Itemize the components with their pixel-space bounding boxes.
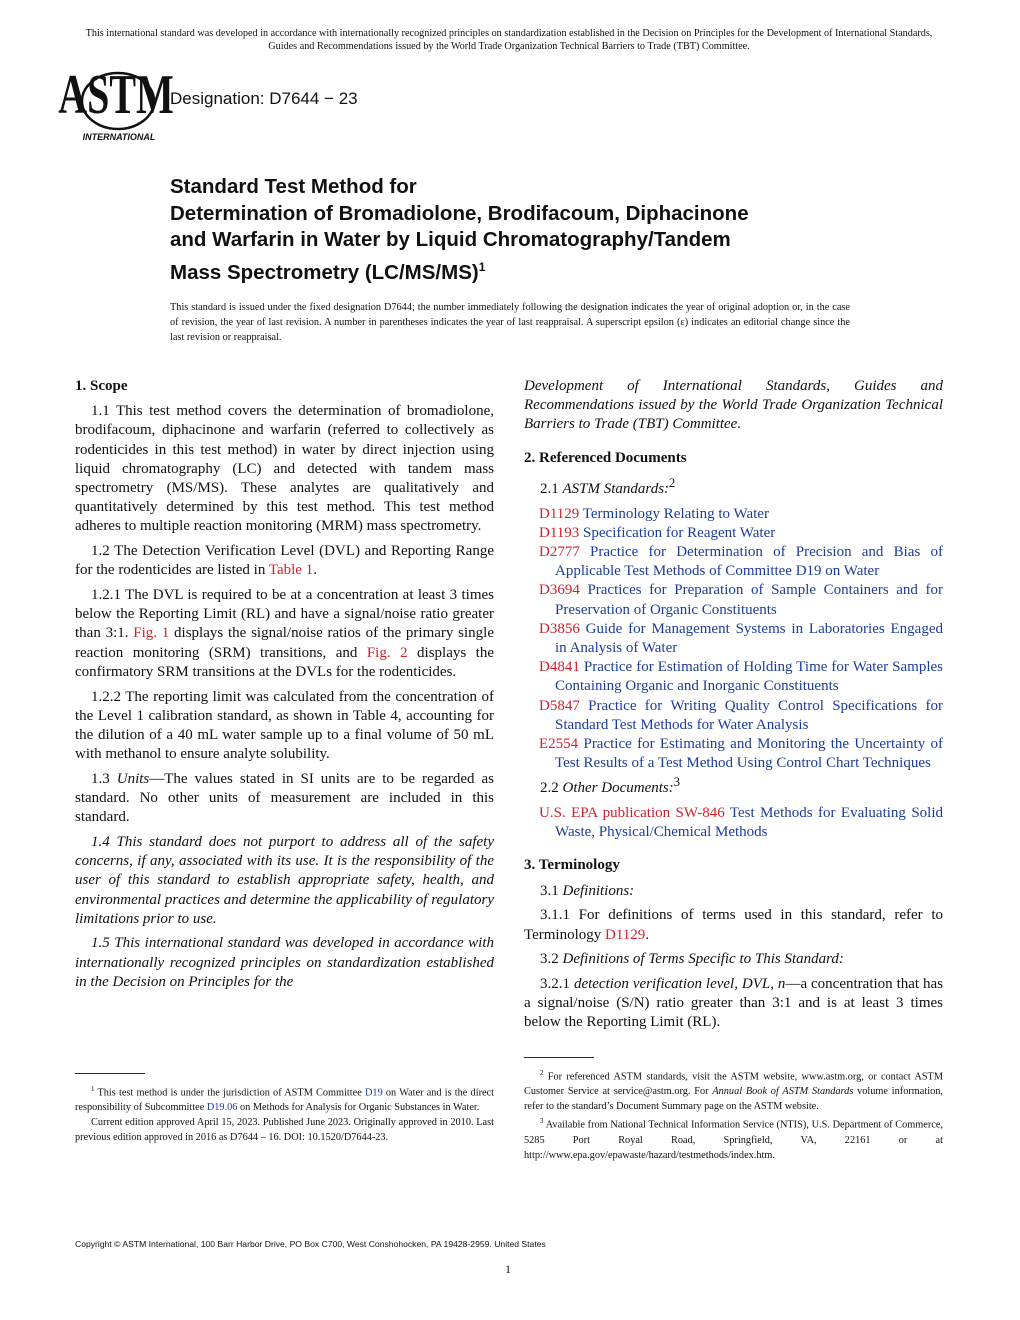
reference-item [524,505,943,524]
text-span: Annual Book of ASTM Standards [712,1086,854,1098]
reference-item [524,804,943,842]
reference-link[interactable]: Fig. 2 [366,644,408,661]
reference-link[interactable]: D3694 [539,582,580,599]
section-heading [524,449,943,468]
paragraph [524,882,943,901]
paragraph [75,402,494,536]
text-span: 3. Terminology [524,857,620,874]
reference-link[interactable]: Practice for Estimation of Holding Time for Water Samples Containing Organic and Inorganic Constituents [555,659,943,695]
text-span: 1.1 This test method covers the determination of bromadiolone, brodifacoum, diphacinone and warfarin (referred to collectively as rodenticides in this test method) in water by direct injection using liquid chromatography (LC) and detected with tandem mass spectrometry (MS/MS). These analytes are qualitatively and quantitatively determined by this test method. This test method adheres to multiple reaction monitoring (MRM) mass spectrometry. [75,403,494,535]
footnote-ref[interactable]: 1 [478,259,486,274]
text-span: ASTM Standards: [562,480,670,497]
reference-item [524,735,943,773]
footnote [75,1115,494,1145]
text-span: 3.2 [540,951,563,968]
reference-link[interactable]: U.S. EPA publication SW-846 [539,805,725,822]
footnote-divider [75,1073,145,1074]
text-span: . [645,926,650,943]
reference-item [524,658,943,696]
wto-notice: This international standard was developed in accordance with internationally recognized principles on standardization established in the Decision on Principles for the Development of International Standards, Guides and Recommendations issued by the World Trade Organization Technical Barriers to Trade (TBT) Committee. [85,28,933,52]
reference-link[interactable]: Practice for Estimating and Monitoring the Uncertainty of Test Results of a Test Method Using Control Chart Techniques [555,735,943,772]
reference-item [524,581,943,619]
text-span: 1.2.1 The DVL is required to be at a concentration at least 3 times below the Reporting Limit (RL) and have a signal/noise ratio greater than 3:1. [75,587,494,642]
paragraph [524,950,943,969]
issuance-note: This standard is issued under the fixed designation D7644; the number immediately following the designation indicates the year of original adoption or, in the case of revision, the year of last revision. A number in parentheses indicates the year of last reappraisal. A superscript epsilon (ε) indicates an editorial change since the last revision or reappraisal. [170,302,850,343]
footnote-marker: 3 [540,1117,544,1126]
copyright: Copyright © ASTM International, 100 Barr Harbor Drive, PO Box C700, West Conshohocken, PA 19428-2959. United States [75,1239,546,1249]
footnote [524,1066,943,1114]
text-span: 2. Referenced Documents [524,449,687,466]
reference-item [524,620,943,658]
title-line: and Warfarin in Water by Liquid Chromatography/Tandem [170,228,731,251]
text-span: Units [116,770,150,787]
text-span: 3.2.1 [540,975,574,992]
text-span: Definitions: [562,882,635,899]
footnote-marker: 3 [673,775,680,790]
paragraph [524,975,943,1033]
document-title [170,174,870,286]
reference-link[interactable]: D1129 [605,926,646,943]
reference-link[interactable]: Test Methods for Evaluating Solid Waste, Physical/Chemical Methods [555,805,943,841]
text-span: 1.2.2 The reporting limit was calculated from the concentration of the Level 1 calibration standard, as shown in Table 4, accounting for the dilution of a 40 mL water sample up to a final volume of 50 mL with methanol to ensure analyte solubility. [75,688,494,763]
text-span: 1.3 [91,770,117,787]
reference-link[interactable]: D3856 [539,620,580,637]
footnote [524,1114,943,1162]
text-span: on Methods for Analysis for Organic Substances in Water. [237,1102,480,1114]
reference-item [524,543,943,581]
text-span: displays the signal/noise ratios of the primary single reaction monitoring (SRM) transitions, and [75,625,494,661]
text-span: on Water and is the direct responsibility of Subcommittee [75,1087,494,1114]
text-span: Other Documents: [562,780,674,797]
text-span: For referenced ASTM standards, visit the ASTM website, www.astm.org, or contact ASTM Customer Service at service@astm.org. For [524,1071,943,1098]
footnote-marker: 2 [669,475,676,490]
title-line: Mass Spectrometry (LC/MS/MS) [170,260,479,284]
reference-link[interactable]: D4841 [539,659,580,676]
text-span: displays the confirmatory SRM transitions at the DVLs for the rodenticides. [75,644,494,680]
text-span: volume information, refer to the standard’s Document Summary page on the ASTM website. [524,1086,943,1113]
reference-link[interactable]: Specification for Reagent Water [579,524,776,541]
paragraph [75,833,494,929]
footnote [75,1082,494,1115]
paragraph [75,586,494,682]
reference-link[interactable]: D1129 [539,505,580,522]
reference-link[interactable]: E2554 [539,735,579,752]
text-span: 1.2 The Detection Verification Level (DVL) and Reporting Range for the rodenticides are listed in [75,543,494,579]
footnote-marker: 2 [540,1069,544,1077]
title-line: Standard Test Method for [170,175,417,198]
reference-link[interactable]: Table 1 [268,562,314,579]
paragraph [75,770,494,828]
text-span: detection verification level, DVL, n [573,975,786,992]
text-span: 1.4 This standard does not purport to address all of the safety concerns, if any, associated with its use. It is the responsibility of the user of this standard to establish appropriate safety, health, and environmental practices and determine the applicability of regulatory limitations prior to use. [75,833,494,927]
paragraph [524,377,943,435]
reference-item [524,697,943,735]
reference-link[interactable]: Terminology Relating to Water [579,505,769,522]
right-column [524,377,943,1038]
reference-link[interactable]: D19 [364,1087,383,1099]
reference-link[interactable]: D2777 [539,543,580,560]
reference-link[interactable]: Fig. 1 [133,625,170,642]
paragraph [524,474,943,499]
text-span: 1. Scope [75,378,128,394]
paragraph [75,688,494,765]
designation: Designation: D7644 − 23 [170,89,358,108]
paragraph [75,542,494,580]
text-span: . [313,562,317,579]
text-span: Definitions of Terms Specific to This Standard: [562,951,844,968]
reference-item [524,524,943,543]
footnote-divider [524,1057,594,1058]
footnotes-right [524,1066,943,1163]
paragraph [75,934,494,992]
text-span: —The values stated in SI units are to be regarded as standard. No other units of measurement are included in this standard. [75,770,494,826]
reference-link[interactable]: D5847 [539,697,580,714]
text-span: Available from National Technical Information Service (NTIS), U.S. Department of Commerce, 5285 Port Royal Road, Springfield, VA, 22161 or at http://www.epa.gov/epawaste/hazard/testmethods/index.htm. [524,1119,943,1161]
text-span: 1.5 This international standard was developed in accordance with internationally recognized principles on standardization established in the Decision on Principles for the [75,935,494,990]
section-heading [75,377,494,396]
reference-link[interactable]: Guide for Management Systems in Laboratories Engaged in Analysis of Water [555,620,943,656]
text-span: —a concentration that has a signal/noise (S/N) ratio greater than 3:1 and is at least 3 times below the Reporting Limit (RL). [524,975,944,1031]
svg-text:ASTM: ASTM [58,63,174,126]
reference-link[interactable]: Practice for Writing Quality Control Specifications for Standard Test Methods for Water Analysis [555,697,943,733]
title-line: Determination of Bromadiolone, Brodifacoum, Diphacinone [170,201,749,225]
footnote-marker: 1 [91,1085,95,1093]
text-span: 2.1 [540,480,563,497]
paragraph [524,906,943,944]
paragraph [524,773,943,798]
reference-link[interactable]: Practice for Determination of Precision and Bias of Applicable Test Methods of Committee D19 on Water [555,543,943,580]
reference-link[interactable]: D19.06 [206,1102,238,1114]
section-heading [524,856,943,875]
text-span: Current edition approved April 15, 2023. Published June 2023. Originally approved in 2010. Last previous edition approved in 2016 as D7644 – 16. DOI: 10.1520/D7644-23. [75,1117,494,1144]
text-span: 2.2 [540,780,563,797]
left-column [75,377,494,998]
reference-link[interactable]: Practices for Preparation of Sample Containers and for Preservation of Organic Constituents [555,582,943,618]
astm-logo [58,63,174,144]
text-span: This test method is under the jurisdiction of ASTM Committee [94,1087,365,1099]
reference-link[interactable]: D1193 [539,524,580,541]
svg-text:INTERNATIONAL: INTERNATIONAL [82,132,156,142]
page-number: 1 [505,1262,511,1276]
text-span: 3.1 [540,882,563,899]
text-span: 3.1.1 For definitions of terms used in this standard, refer to Terminology [524,907,943,943]
text-span: Development of International Standards, Guides and Recommendations issued by the World Trade Organization Technical Barriers to Trade (TBT) Committee. [524,378,943,433]
footnotes-left [75,1082,494,1145]
